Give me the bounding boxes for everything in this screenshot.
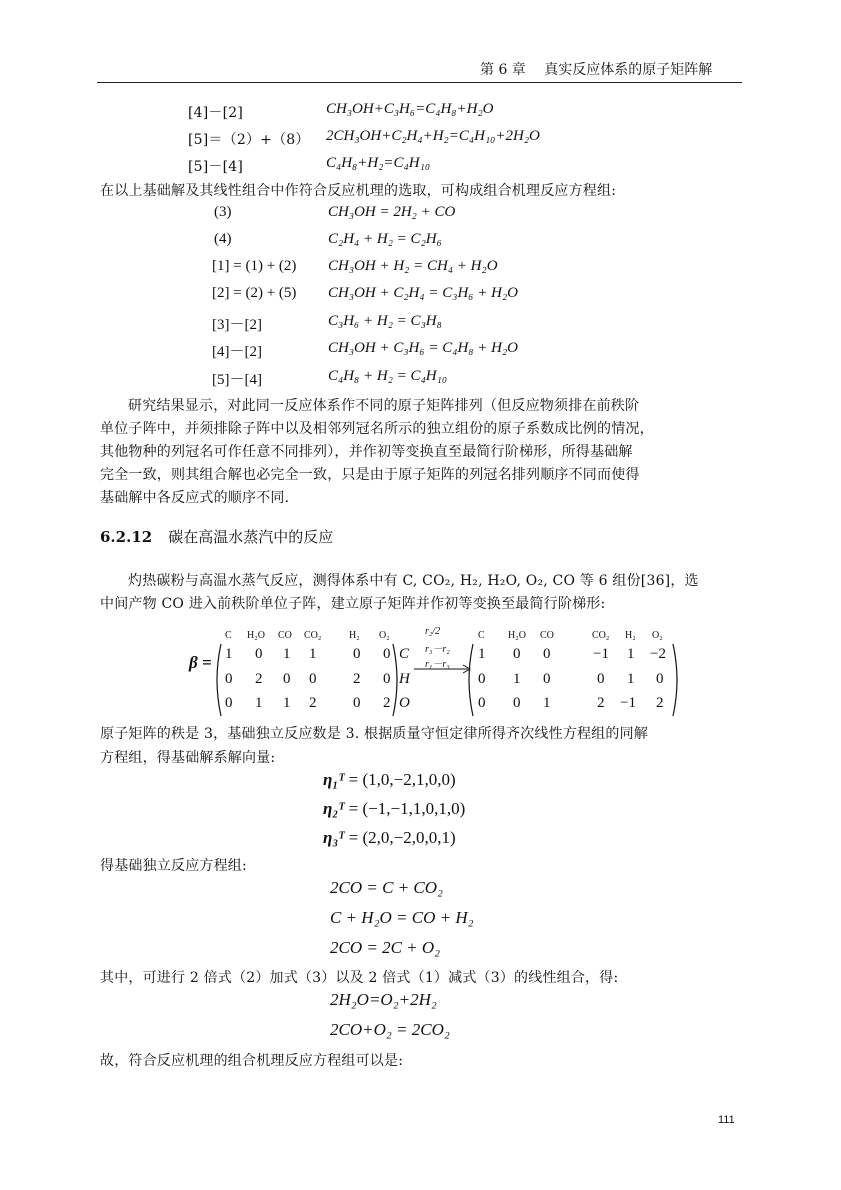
mech-eq: CH₃OH + C₂H₄ = C₃H₆ + H₂O bbox=[328, 285, 518, 301]
mech-eq: C₂H₄ + H₂ = C₂H₆ bbox=[328, 231, 442, 247]
matrix-cell: 0 bbox=[513, 646, 521, 662]
paragraph-line: 其他物种的列冠名可作任意不同排列），并作初等变换直至最简行阶梯形，所得基础解 bbox=[100, 444, 633, 460]
paragraph-line: 基础解中各反应式的顺序不同. bbox=[100, 490, 290, 506]
matrix-cell: 1 bbox=[255, 695, 263, 711]
matrix-cell: 1 bbox=[478, 646, 486, 662]
matrix-header: H₂O bbox=[247, 630, 265, 641]
paragraph-line: 方程组，得基础解系解向量: bbox=[100, 750, 276, 766]
matrix-cell: 0 bbox=[353, 646, 361, 662]
matrix-cell: −2 bbox=[650, 646, 666, 662]
matrix-cell: 1 bbox=[513, 671, 521, 687]
matrix-header: O₂ bbox=[652, 630, 663, 641]
matrix-cell: −1 bbox=[593, 646, 609, 662]
paragraph-line: 原子矩阵的秩是 3，基础独立反应数是 3. 根据质量守恒定律所得齐次线性方程组的同解 bbox=[100, 726, 649, 742]
section-title: 碳在高温水蒸汽中的反应 bbox=[168, 528, 334, 546]
matrix-header: C bbox=[478, 630, 485, 641]
matrix-cell: 2 bbox=[383, 695, 391, 711]
matrix-cell: 0 bbox=[383, 671, 391, 687]
section-number: 6.2.12 bbox=[100, 528, 153, 546]
solution-vector bbox=[323, 799, 465, 819]
mech-eq: C₃H₆ + H₂ = C₃H₈ bbox=[328, 313, 442, 329]
matrix-cell: 0 bbox=[478, 695, 486, 711]
matrix-cell: 0 bbox=[225, 671, 233, 687]
mech-eq: CH₃OH = 2H₂ + CO bbox=[328, 204, 456, 220]
vector-name: η₂ᵀ bbox=[323, 799, 345, 818]
section-heading bbox=[100, 526, 333, 547]
matrix-cell: 0 bbox=[383, 646, 391, 662]
matrix-row-label: C bbox=[399, 646, 410, 662]
matrix-cell: 1 bbox=[309, 646, 317, 662]
running-header bbox=[480, 59, 712, 79]
matrix-cell: 0 bbox=[309, 671, 317, 687]
matrix-header: CO bbox=[278, 630, 292, 641]
matrix-cell: 2 bbox=[597, 695, 605, 711]
paragraph-line: 单位子阵中，并须排除子阵中以及相邻列冠名所示的独立组份的原子系数成比例的情况， bbox=[100, 421, 654, 437]
paragraph-line: 研究结果显示，对此同一反应体系作不同的原子矩阵排列（但反应物须排在前秩阶 bbox=[128, 398, 640, 414]
vector-value: = (1,0,−2,1,0,0) bbox=[348, 770, 456, 789]
vector-value: = (2,0,−2,0,0,1) bbox=[348, 828, 456, 847]
paragraph: 得基础独立反应方程组: bbox=[100, 858, 247, 874]
paragraph-line: 灼热碳粉与高温水蒸气反应，测得体系中有 C, CO₂, H₂, H₂O, O₂, CO 等 6 组份[36]，选 bbox=[128, 573, 699, 589]
matrix-cell: 0 bbox=[478, 671, 486, 687]
combo-eq: 2CO+O₂ = 2CO₂ bbox=[330, 1020, 450, 1039]
solution-vector bbox=[323, 770, 456, 790]
matrix-header: CO₂ bbox=[304, 630, 322, 641]
top-eq: C₄H₈+H₂=C₄H₁₀ bbox=[326, 155, 431, 171]
matrix-header: H₂O bbox=[508, 630, 526, 641]
combo-eq: 2H₂O=O₂+2H₂ bbox=[330, 990, 437, 1009]
matrix-cell: 1 bbox=[627, 671, 635, 687]
chapter-number: 第 6 章 bbox=[480, 62, 526, 78]
basic-eq: C + H₂O = CO + H₂ bbox=[330, 908, 474, 927]
paragraph: 故，符合反应机理的组合机理反应方程组可以是: bbox=[100, 1053, 404, 1069]
matrix-cell: 1 bbox=[283, 646, 291, 662]
page-number: 111 bbox=[718, 1114, 735, 1126]
mech-eq: CH₃OH + H₂ = CH₄ + H₂O bbox=[328, 258, 498, 274]
beta-symbol: β = bbox=[189, 653, 212, 672]
matrix-cell: 1 bbox=[627, 646, 635, 662]
mech-eq: CH₃OH + C₃H₆ = C₄H₈ + H₂O bbox=[328, 340, 518, 356]
top-eq: CH₃OH+C₃H₆=C₄H₈+H₂O bbox=[326, 101, 494, 117]
matrix-cell: −1 bbox=[620, 695, 636, 711]
matrix-header: CO₂ bbox=[592, 630, 610, 641]
matrix-cell: 0 bbox=[353, 695, 361, 711]
matrix-cell: 2 bbox=[656, 695, 664, 711]
matrix-cell: 0 bbox=[656, 671, 664, 687]
paragraph-line: 完全一致，则其组合解也必完全一致，只是由于原子矩阵的列冠名排列顺序不同而使得 bbox=[100, 467, 640, 483]
matrix-cell: 0 bbox=[543, 646, 551, 662]
row-op: r₃－r₂ bbox=[425, 644, 450, 655]
basic-eq: 2CO = C + CO₂ bbox=[330, 878, 443, 897]
paragraph-line: 中间产物 CO 进入前秩阶单位子阵，建立原子矩阵并作初等变换至最简行阶梯形: bbox=[100, 596, 606, 612]
row-op: r₁－r₃ bbox=[425, 659, 450, 670]
top-eq-label: [4]－[2] bbox=[188, 105, 244, 121]
top-eq: 2CH₃OH+C₂H₄+H₂=C₄H₁₀+2H₂O bbox=[326, 128, 540, 144]
paragraph: 其中，可进行 2 倍式（2）加式（3）以及 2 倍式（1）减式（3）的线性组合，得: bbox=[100, 970, 619, 986]
mech-eq-label: [5]－[4] bbox=[212, 372, 262, 388]
matrix-cell: 0 bbox=[283, 671, 291, 687]
row-op: r₂/2 bbox=[425, 626, 441, 637]
matrix-header: CO bbox=[540, 630, 554, 641]
matrix-cell: 2 bbox=[255, 671, 263, 687]
header-rule bbox=[97, 82, 742, 83]
matrix-row-label: H bbox=[399, 671, 410, 687]
mech-eq-label: [1] = (1) + (2) bbox=[212, 258, 297, 274]
matrix-cell: 2 bbox=[353, 671, 361, 687]
top-eq-label: [5]－[4] bbox=[188, 159, 244, 175]
solution-vector bbox=[323, 828, 456, 848]
matrix-cell: 1 bbox=[543, 695, 551, 711]
matrix-cell: 1 bbox=[283, 695, 291, 711]
matrix-brackets bbox=[212, 642, 402, 718]
matrix-cell: 0 bbox=[513, 695, 521, 711]
top-eq-label: [5]＝（2）+（8） bbox=[188, 132, 310, 148]
matrix-header: C bbox=[225, 630, 232, 641]
matrix-cell: 0 bbox=[255, 646, 263, 662]
matrix-cell: 2 bbox=[309, 695, 317, 711]
paragraph: 在以上基础解及其线性组合中作符合反应机理的选取，可构成组合机理反应方程组: bbox=[100, 183, 617, 199]
matrix-cell: 0 bbox=[225, 695, 233, 711]
vector-value: = (−1,−1,1,0,1,0) bbox=[348, 799, 466, 818]
vector-name: η₃ᵀ bbox=[323, 828, 345, 847]
mech-eq: C₄H₈ + H₂ = C₄H₁₀ bbox=[328, 368, 448, 384]
mech-eq-label: (4) bbox=[214, 231, 232, 247]
matrix-cell: 0 bbox=[597, 671, 605, 687]
mech-eq-label: [2] = (2) + (5) bbox=[212, 285, 297, 301]
chapter-title: 真实反应体系的原子矩阵解 bbox=[544, 62, 713, 78]
mech-eq-label: (3) bbox=[214, 204, 232, 220]
matrix-cell: 0 bbox=[543, 671, 551, 687]
vector-name: η₁ᵀ bbox=[323, 770, 345, 789]
matrix-row-label: O bbox=[399, 695, 410, 711]
basic-eq: 2CO = 2C + O₂ bbox=[330, 938, 441, 957]
matrix-header: H₂ bbox=[349, 630, 360, 641]
matrix-header: O₂ bbox=[379, 630, 390, 641]
mech-eq-label: [4]－[2] bbox=[212, 344, 262, 360]
mech-eq-label: [3]－[2] bbox=[212, 317, 262, 333]
matrix-header: H₂ bbox=[625, 630, 636, 641]
matrix-cell: 1 bbox=[225, 646, 233, 662]
